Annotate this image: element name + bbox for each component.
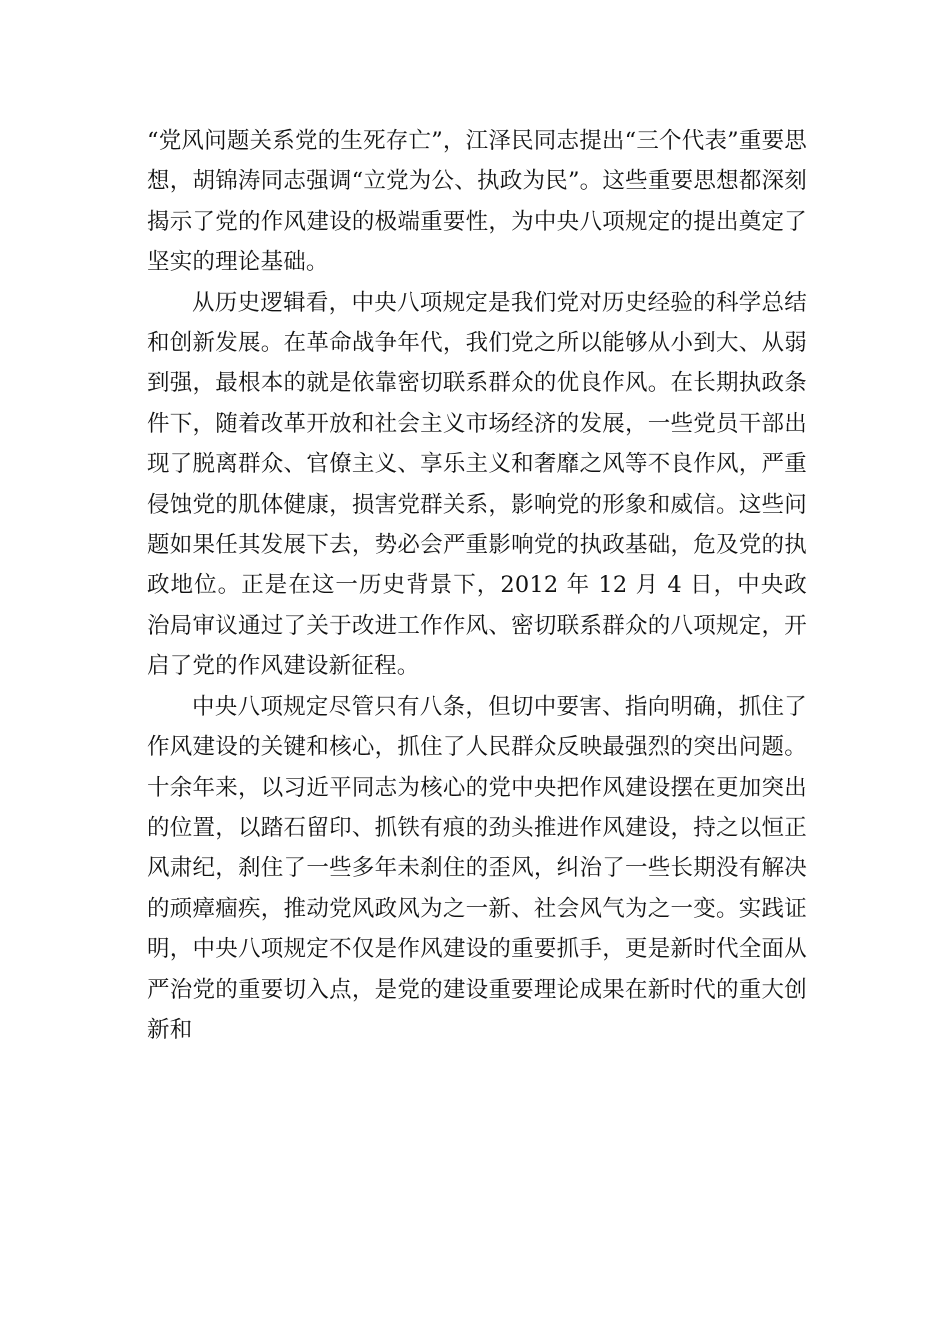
paragraph-3: 中央八项规定尽管只有八条，但切中要害、指向明确，抓住了作风建设的关键和核心，抓住了人民群众反映最强烈的突出问题。十余年来，以习近平同志为核心的党中央把作风建设摆在更加突出的位置，以踏石留印、抓铁有痕的劲头推进作风建设，持之以恒正风肃纪，刹住了一些多年未刹住的歪风，纠治了一些长期没有解决的顽瘴痼疾，推动党风政风为之一新、社会风气为之一变。实践证明，中央八项规定不仅是作风建设的重要抓手，更是新时代全面从严治党的重要切入点，是党的建设重要理论成果在新时代的重大创新和 xyxy=(147,693,807,1043)
paragraph-2: 从历史逻辑看，中央八项规定是我们党对历史经验的科学总结和创新发展。在革命战争年代，我们党之所以能够从小到大、从弱到强，最根本的就是依靠密切联系群众的优良作风。在长期执政条件下，随着改革开放和社会主义市场经济的发展，一些党员干部出现了脱离群众、官僚主义、享乐主义和奢靡之风等不良作风，严重侵蚀党的肌体健康，损害党群关系，影响党的形象和威信。这些问题如果任其发展下去，势必会严重影响党的执政基础，危及党的执政地位。正是在这一历史背景下，2012 年 12 月 4 日，中央政治局审议通过了关于改进工作作风、密切联系群众的八项规定，开启了党的作风建设新征程。 xyxy=(147,289,807,680)
paragraph-1: “党风问题关系党的生死存亡”，江泽民同志提出“三个代表”重要思想，胡锦涛同志强调“立党为公、执政为民”。这些重要思想都深刻揭示了党的作风建设的极端重要性，为中央八项规定的提出奠定了坚实的理论基础。 xyxy=(147,128,807,276)
document-body xyxy=(147,121,807,1050)
